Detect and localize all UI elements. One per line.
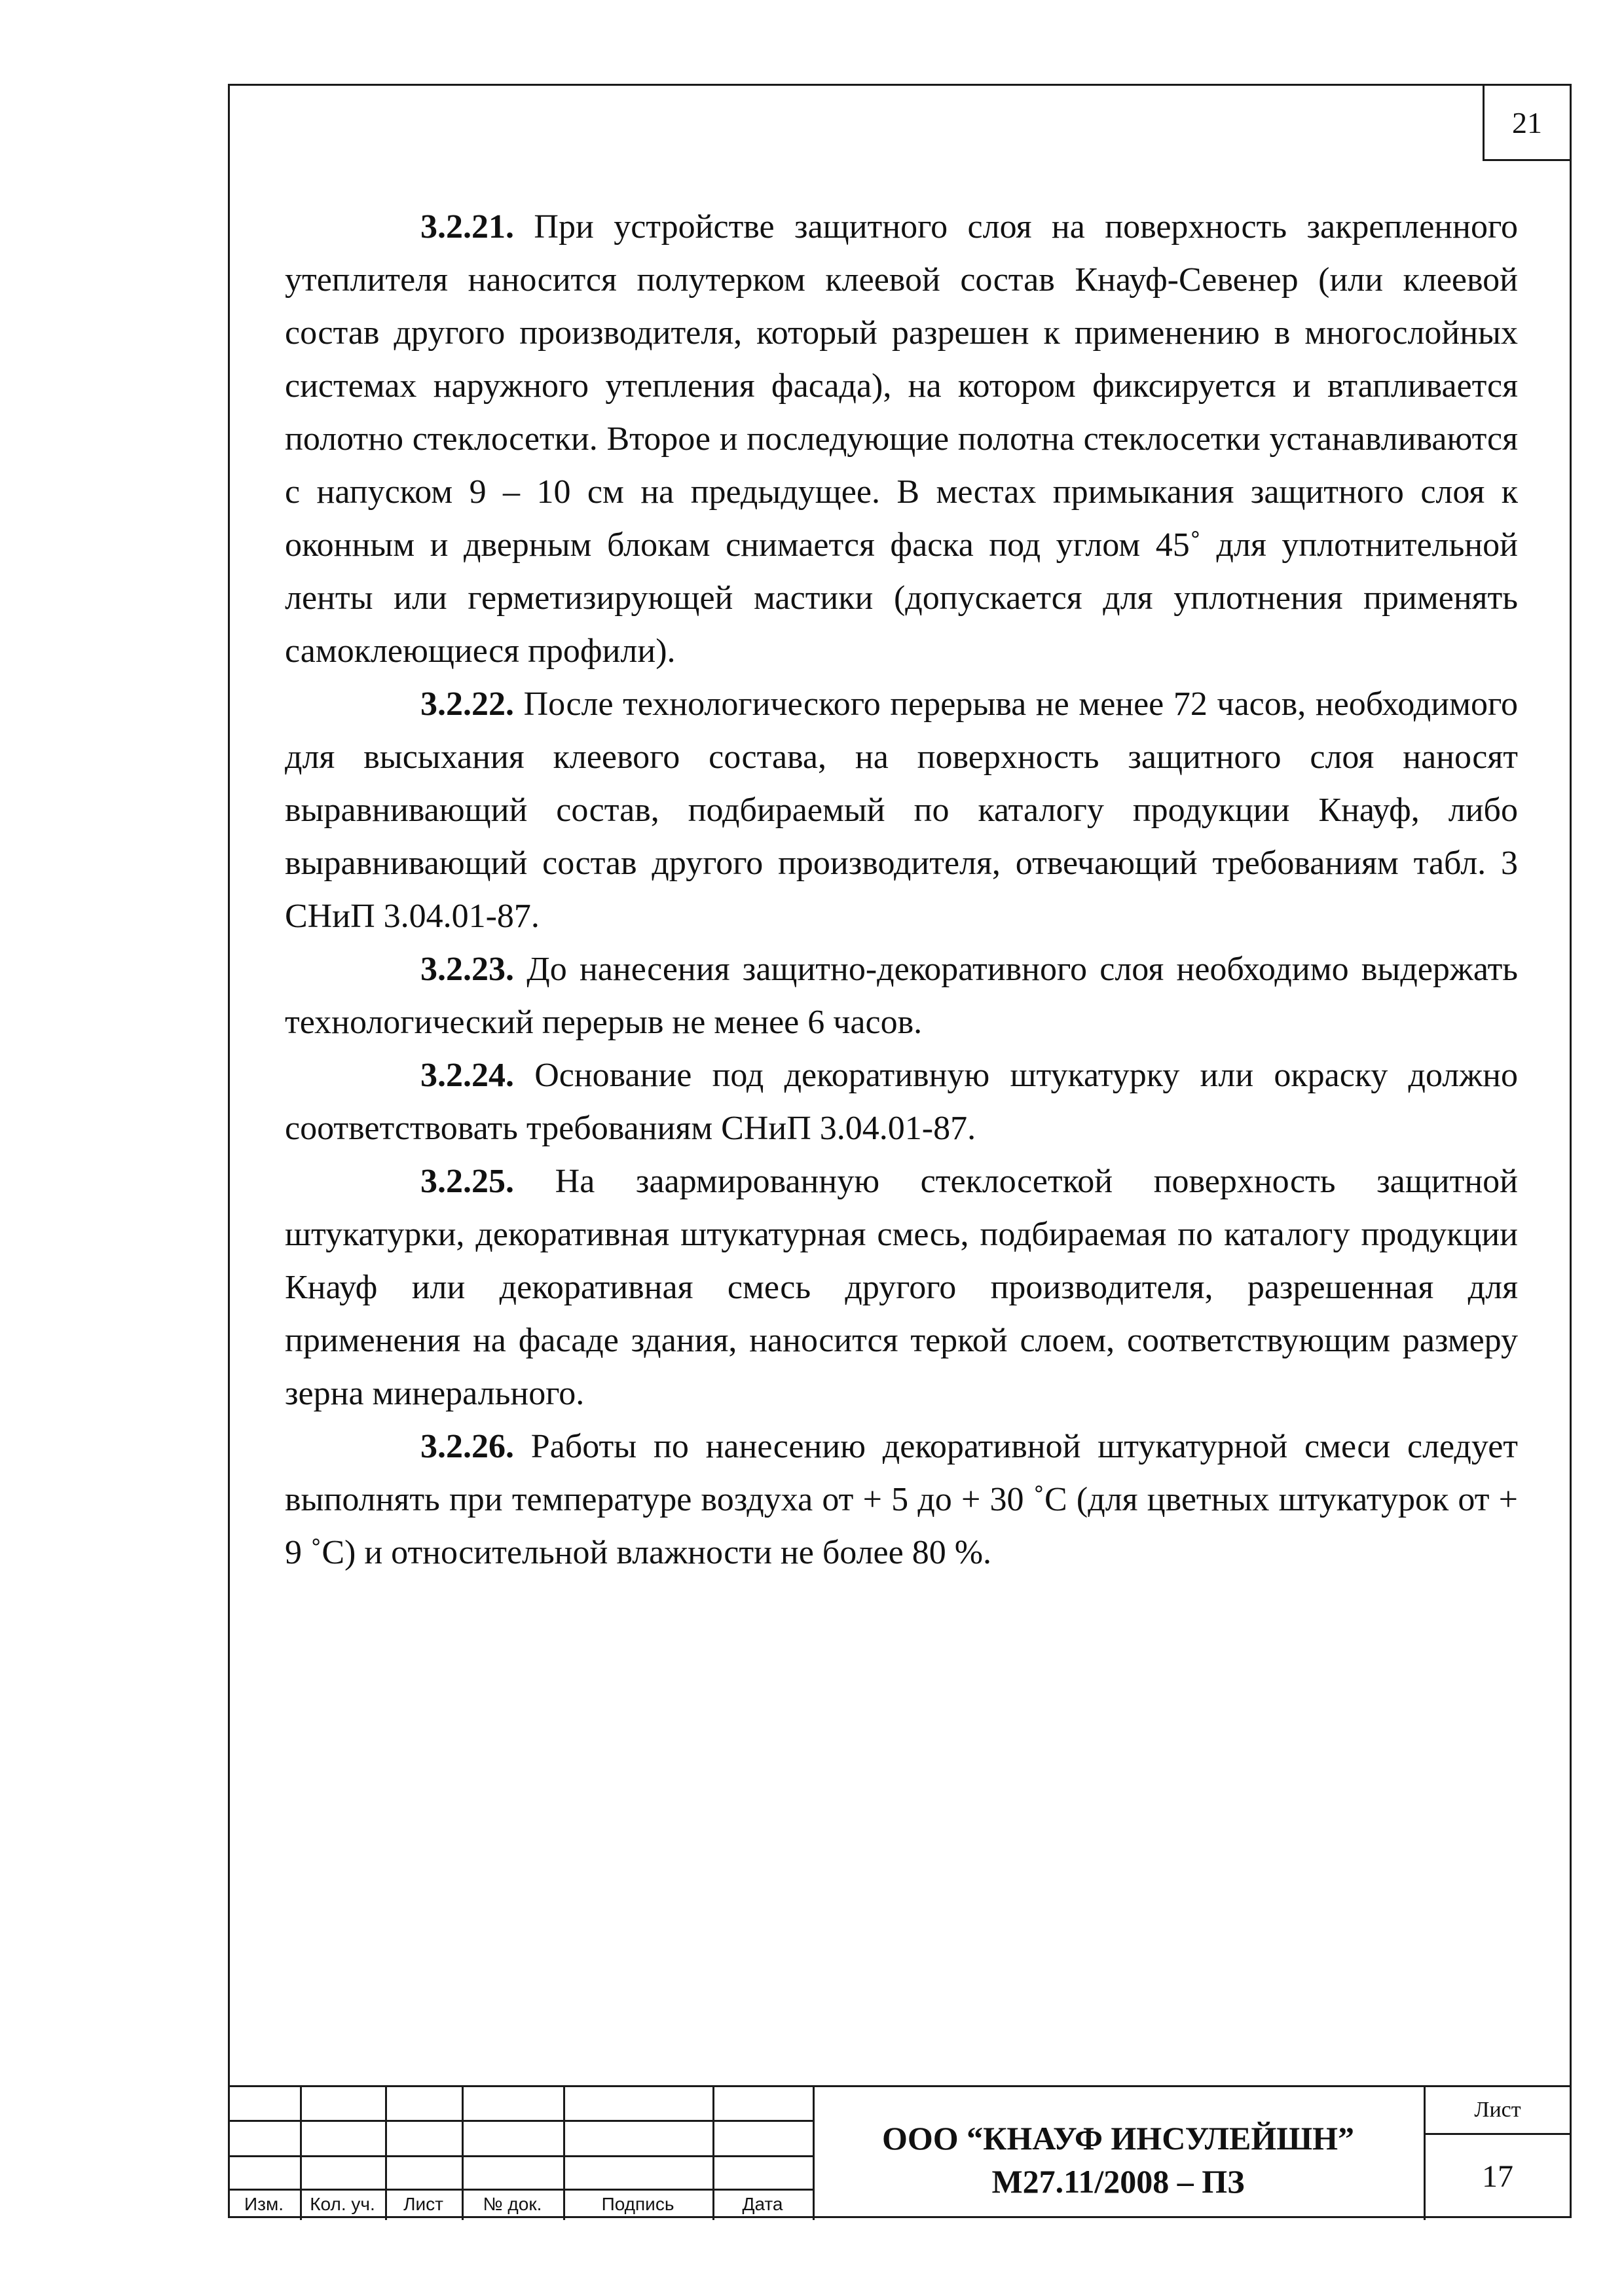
paragraph-text: На заармированную стеклосеткой поверхность защитной штукатурки, декоративная штукатурная смесь, подбираемая по каталогу продукции Кнауф или декоративная смесь другого производителя, разрешенная для применения на фасаде здания, наносится теркой слоем, соответствующим размеру зерна минерального. — [285, 1163, 1519, 1412]
grid-line — [228, 2120, 813, 2122]
paragraph-text: До нанесения защитно-декоративного слоя необходимо выдержать технологический перерыв не менее 6 часов. — [285, 951, 1519, 1041]
label-kol-uch: Кол. уч. — [310, 2194, 375, 2214]
paragraph-number: 3.2.26. — [420, 1428, 514, 1465]
paragraph-number: 3.2.22. — [420, 685, 514, 723]
sheet-label: Лист — [1474, 2098, 1521, 2122]
paragraph-number: 3.2.21. — [420, 208, 514, 246]
document-body — [285, 200, 1518, 1579]
paragraph-text: После технологического перерыва не менее 72 часов, необходимого для высыхания клеевого состава, на поверхность защитного слоя наносят выравнивающий состав, подбираемый по каталогу продукции Кнауф, либо выравнивающий состав другого производителя, отвечающий требованиям табл. 3 СНиП 3.04.01-87. — [285, 685, 1519, 935]
label-signature: Подпись — [601, 2194, 674, 2214]
paragraph-text: При устройстве защитного слоя на поверхность закрепленного утеплителя наносится полутерком клеевой состав Кнауф-Севенер (или клеевой состав другого производителя, который разрешен к применению в многослойных системах наружного утепления фасада), на котором фиксируется и втапливается полотно стеклосетки. Второе и последующие полотна стеклосетки устанавливаются с напуском 9 – 10 см на предыдущее. В местах примыкания защитного слоя к оконным и дверным блокам снимается фаска под углом 45˚ для уплотнительной ленты или герметизирующей мастики (допускается для уплотнения применять самоклеющиеся профили). — [285, 208, 1518, 670]
paragraph — [285, 1420, 1518, 1579]
title-block-center — [813, 2087, 1424, 2220]
label-izm: Изм. — [244, 2194, 284, 2214]
organization-name: ООО “КНАУФ ИНСУЛЕЙШН” — [881, 2119, 1355, 2157]
paragraph — [285, 943, 1518, 1049]
paragraph-number: 3.2.25. — [420, 1163, 514, 1200]
document-code: М27.11/2008 – ПЗ — [991, 2162, 1245, 2200]
page-number: 21 — [1483, 84, 1572, 161]
paragraph — [285, 678, 1518, 943]
title-block — [228, 2085, 1572, 2220]
paragraph-number: 3.2.23. — [420, 951, 514, 988]
paragraph — [285, 200, 1518, 678]
sheet-number: 17 — [1482, 2159, 1513, 2194]
paragraph — [285, 1155, 1518, 1420]
paragraph — [285, 1049, 1518, 1155]
paragraph-text: Основание под декоративную штукатурку или окраску должно соответствовать требованиям СНиП 3.04.01-87. — [285, 1057, 1519, 1147]
label-date: Дата — [742, 2194, 783, 2214]
paragraph-text: Работы по нанесению декоративной штукатурной смеси следует выполнять при температуре воздуха от + 5 до + 30 ˚С (для цветных штукатурок от + 9 ˚С) и относительной влажности не более 80 %. — [285, 1428, 1518, 1571]
label-doc-number: № док. — [483, 2194, 542, 2214]
grid-line — [228, 2155, 813, 2157]
paragraph-number: 3.2.24. — [420, 1057, 514, 1094]
label-list: Лист — [403, 2194, 443, 2214]
